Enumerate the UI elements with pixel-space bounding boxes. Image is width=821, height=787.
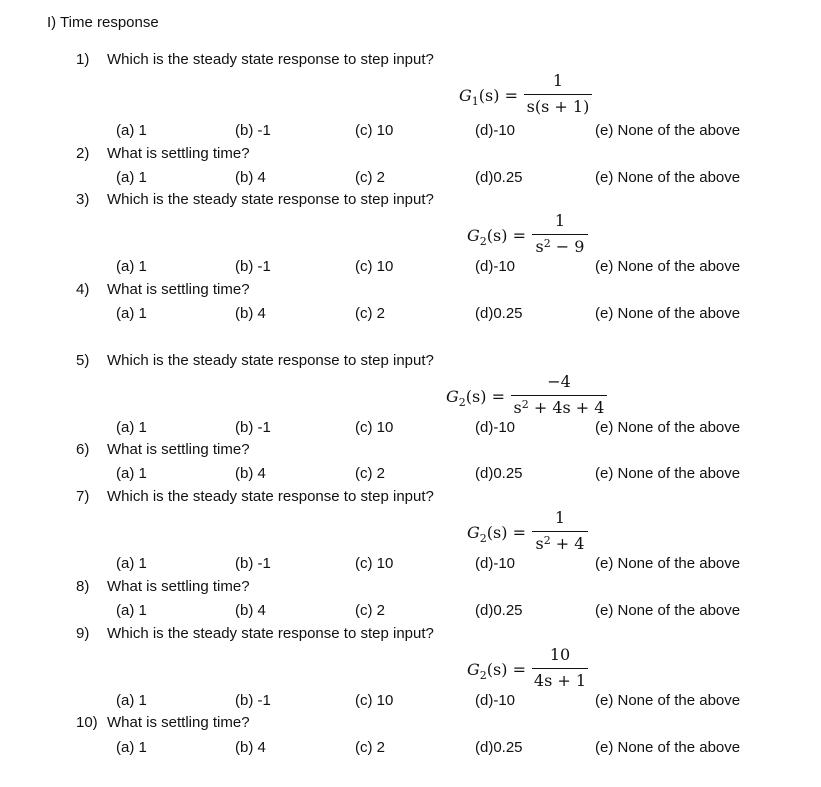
option-e: (e) None of the above [595,419,741,436]
option-b: (b) 4 [235,305,266,322]
fraction-bar [511,395,607,396]
numerator: 1 [554,508,566,527]
option-d: (d)-10 [475,258,516,275]
option-c: (c) 2 [355,305,385,322]
question-number: 3) [76,191,90,208]
equation-lhs: $G_2(s)$ = [446,387,505,410]
option-b: (b) -1 [235,419,271,436]
option-a: (a) 1 [116,169,147,186]
option-a: (a) 1 [116,258,147,275]
option-e: (e) None of the above [595,692,741,709]
option-b: (b) -1 [235,555,271,572]
denominator: $s^2 + 4s + 4$ [513,398,605,417]
option-a: (a) 1 [116,465,147,482]
option-e: (e) None of the above [595,305,741,322]
option-c: (c) 10 [355,555,394,572]
option-d: (d)0.25 [475,602,523,619]
option-c: (c) 2 [355,739,385,756]
question-text: Which is the steady state response to step input? [107,51,434,68]
section-title: I) Time response [47,14,159,31]
equation-lhs: $G_2(s)$ = [467,660,526,683]
fraction-bar [532,668,588,669]
option-a: (a) 1 [116,739,147,756]
fraction [524,71,592,117]
question-text: What is settling time? [107,145,250,162]
denominator: $s^2 + 4$ [535,534,585,553]
question-number: 9) [76,625,90,642]
option-c: (c) 10 [355,258,394,275]
question-number: 8) [76,578,90,595]
fraction-bar [532,531,588,532]
option-c: (c) 2 [355,602,385,619]
question-number: 4) [76,281,90,298]
question-text: Which is the steady state response to step input? [107,488,434,505]
option-a: (a) 1 [116,602,147,619]
option-b: (b) 4 [235,739,266,756]
option-d: (d)-10 [475,555,516,572]
question-number: 1) [76,51,90,68]
option-c: (c) 10 [355,419,394,436]
numerator: 10 [549,645,571,664]
option-d: (d)-10 [475,692,516,709]
question-number: 7) [76,488,90,505]
option-d: (d)0.25 [475,465,523,482]
question-text: Which is the steady state response to step input? [107,625,434,642]
numerator: 1 [554,211,566,230]
option-e: (e) None of the above [595,258,741,275]
option-b: (b) -1 [235,692,271,709]
option-e: (e) None of the above [595,465,741,482]
denominator: s(s + 1) [526,97,590,116]
question-text: Which is the steady state response to step input? [107,352,434,369]
question-text: What is settling time? [107,714,250,731]
question-number: 2) [76,145,90,162]
option-c: (c) 2 [355,465,385,482]
option-e: (e) None of the above [595,169,741,186]
numerator: −4 [547,372,571,391]
fraction [532,645,588,691]
option-b: (b) 4 [235,602,266,619]
fraction [511,372,607,418]
option-a: (a) 1 [116,555,147,572]
fraction [532,508,588,554]
fraction-bar [532,234,588,235]
option-a: (a) 1 [116,305,147,322]
equation-lhs: $G_2(s)$ = [467,226,526,249]
option-d: (d)0.25 [475,739,523,756]
fraction-bar [524,94,592,95]
option-d: (d)0.25 [475,305,523,322]
option-e: (e) None of the above [595,602,741,619]
denominator: 4s + 1 [533,671,587,690]
fraction [532,211,588,257]
question-number: 5) [76,352,90,369]
option-b: (b) 4 [235,465,266,482]
option-a: (a) 1 [116,419,147,436]
question-text: What is settling time? [107,441,250,458]
option-e: (e) None of the above [595,122,741,139]
equation-lhs: $G_1(s)$ = [459,86,518,109]
option-d: (d)-10 [475,122,516,139]
option-a: (a) 1 [116,122,147,139]
option-a: (a) 1 [116,692,147,709]
question-number: 6) [76,441,90,458]
option-d: (d)0.25 [475,169,523,186]
option-c: (c) 10 [355,122,394,139]
option-b: (b) 4 [235,169,266,186]
question-text: Which is the steady state response to step input? [107,191,434,208]
option-c: (c) 2 [355,169,385,186]
equation-lhs: $G_2(s)$ = [467,523,526,546]
option-e: (e) None of the above [595,555,741,572]
option-e: (e) None of the above [595,739,741,756]
option-c: (c) 10 [355,692,394,709]
option-b: (b) -1 [235,258,271,275]
question-text: What is settling time? [107,578,250,595]
numerator: 1 [552,71,564,90]
question-number: 10) [76,714,98,731]
option-d: (d)-10 [475,419,516,436]
option-b: (b) -1 [235,122,271,139]
denominator: $s^2 - 9$ [535,237,585,256]
question-text: What is settling time? [107,281,250,298]
